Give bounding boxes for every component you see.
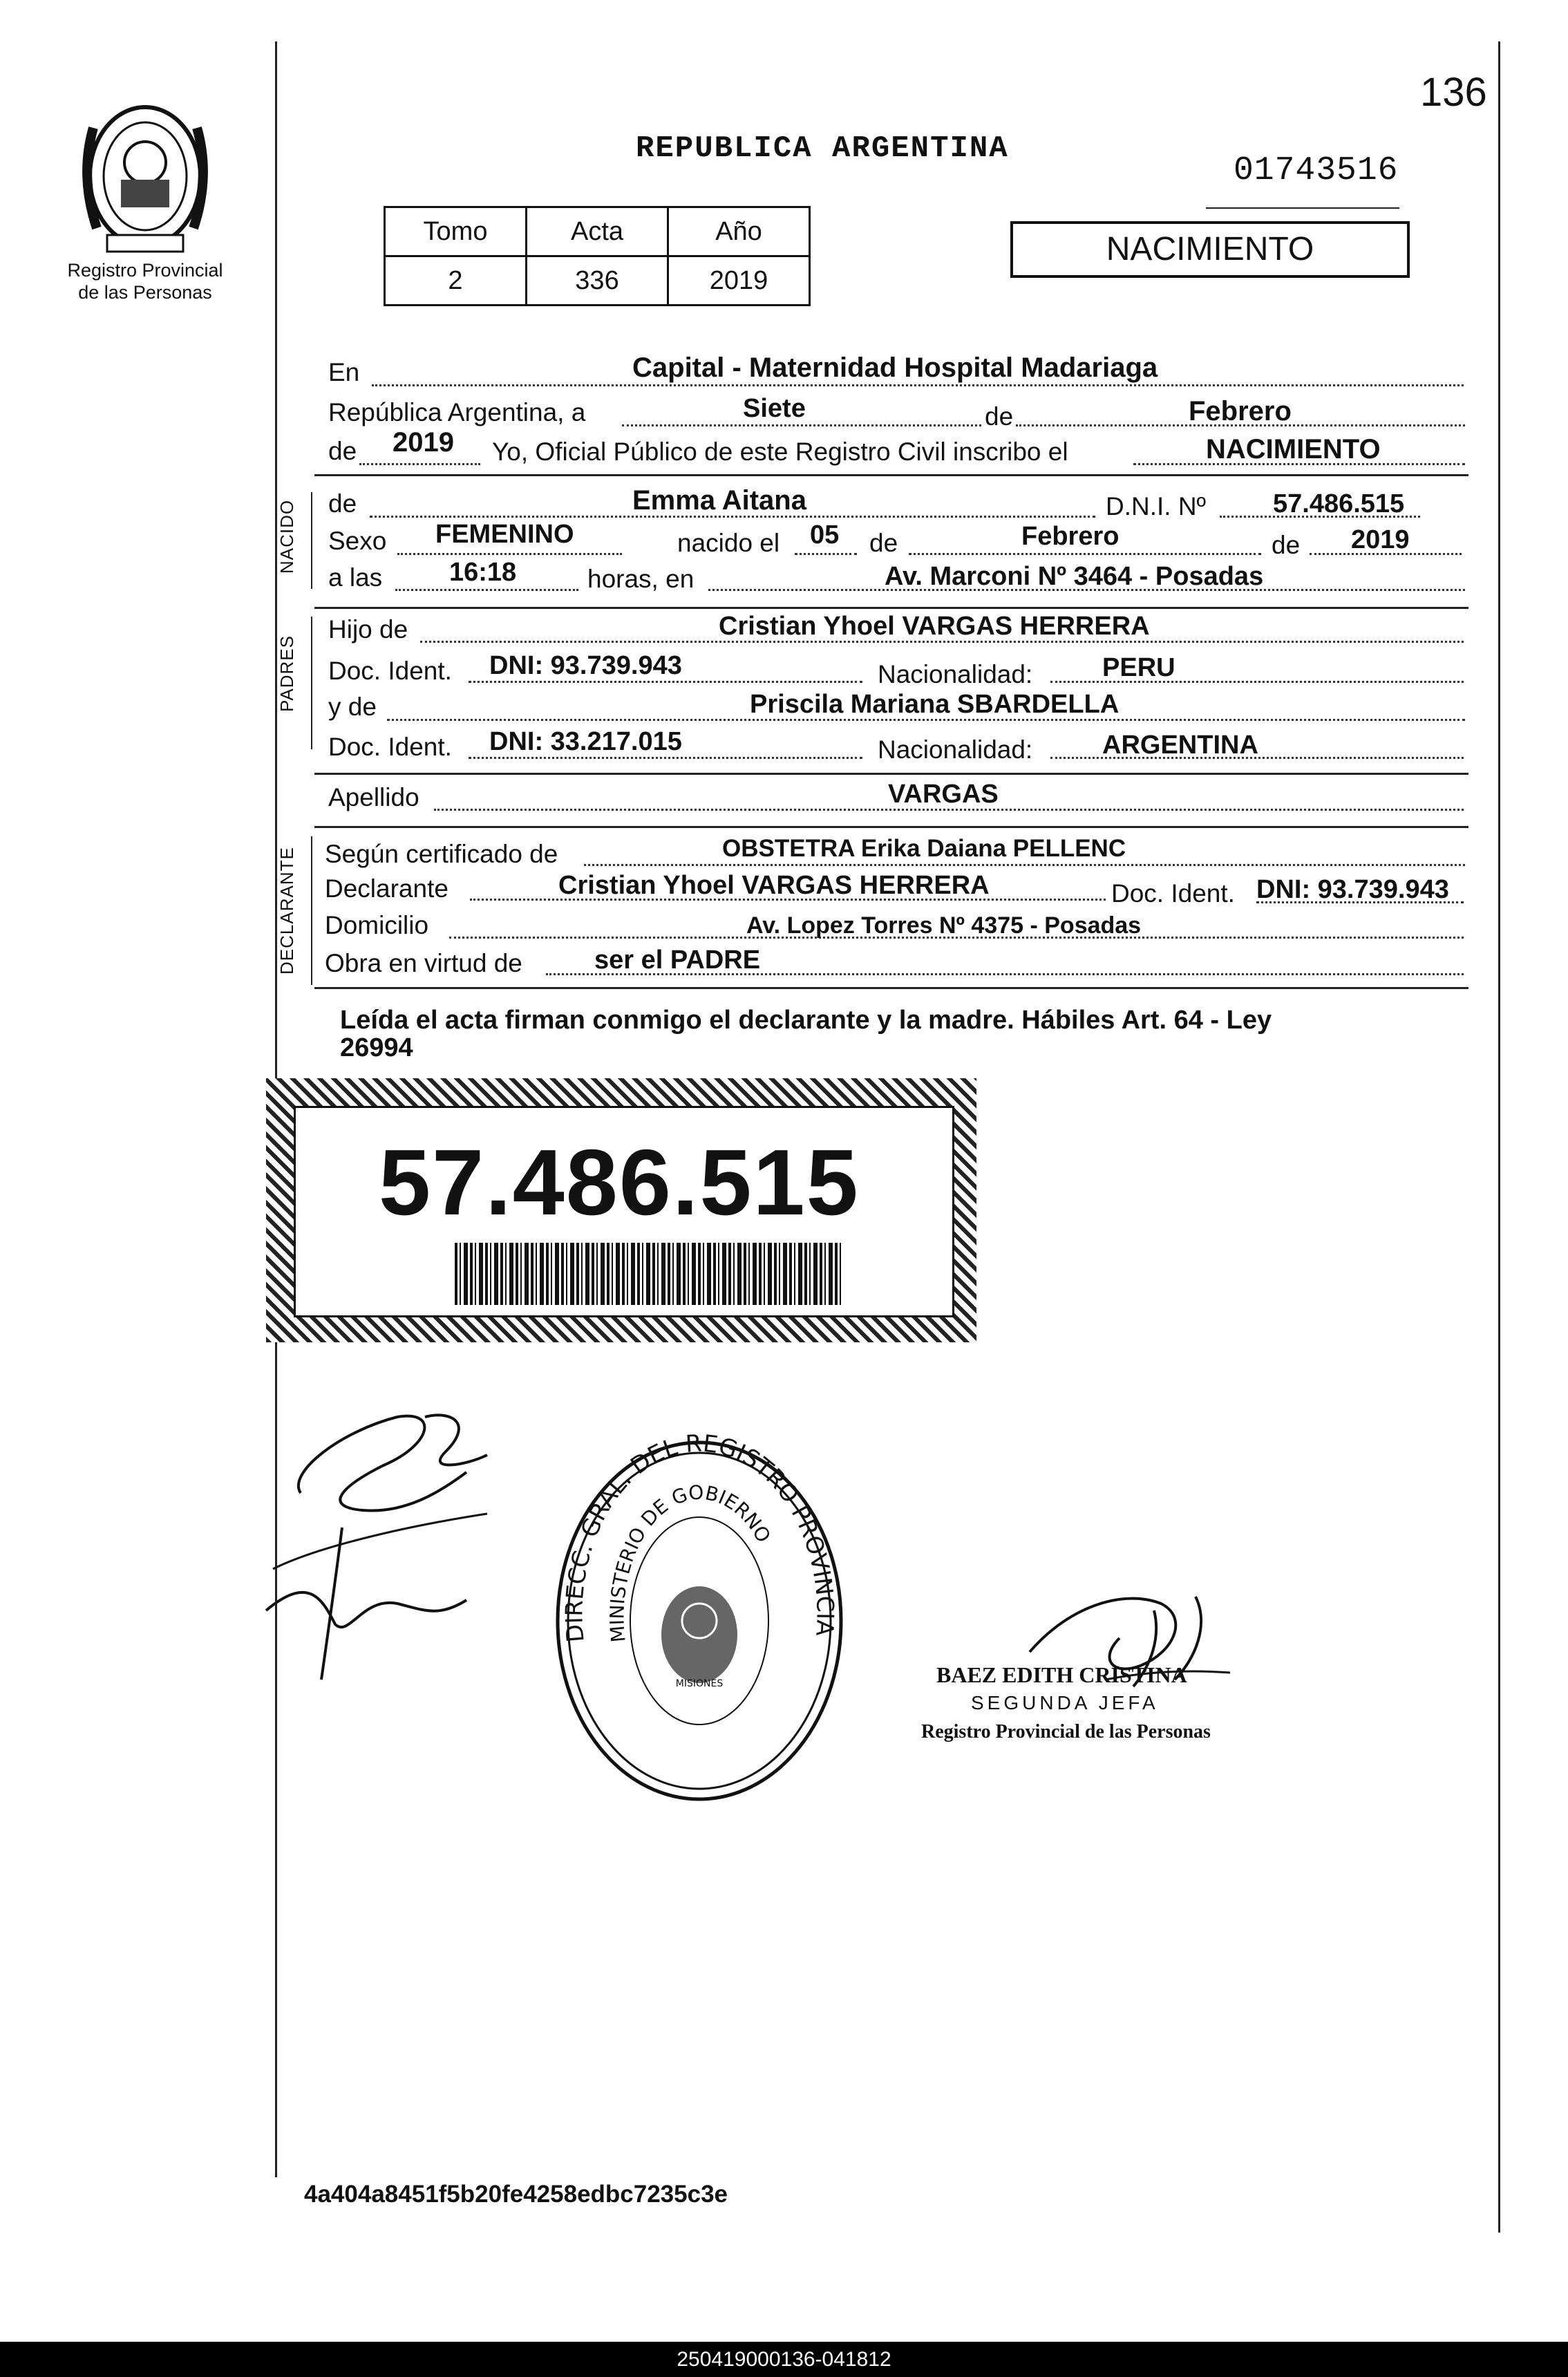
section-divider	[314, 826, 1468, 828]
page-title: REPUBLICA ARGENTINA	[636, 131, 1009, 166]
declarant-signature	[259, 1389, 522, 1687]
de-label-2: de	[328, 437, 357, 465]
child-name: Emma Aitana	[632, 485, 806, 516]
month-value: Febrero	[1189, 396, 1292, 426]
sexo-label: Sexo	[328, 527, 387, 555]
father-nat-label: Nacionalidad:	[878, 660, 1033, 688]
domicilio-label: Domicilio	[325, 911, 429, 939]
signer-name: BAEZ EDITH CRISTINA	[936, 1662, 1187, 1687]
declarante-name: Cristian Yhoel VARGAS HERRERA	[558, 871, 990, 900]
declarante-label: Declarante	[325, 874, 448, 903]
barcode	[455, 1243, 842, 1305]
dni-stamp-inner	[294, 1106, 954, 1317]
dotted-leader	[397, 553, 622, 555]
signer-office: Registro Provincial de las Personas	[921, 1721, 1211, 1742]
footer-band	[0, 2342, 1568, 2377]
dotted-leader	[359, 463, 480, 465]
dotted-leader	[909, 553, 1261, 555]
father-doc-label: Doc. Ident.	[328, 657, 452, 685]
closing-line-2: 26994	[340, 1033, 413, 1062]
dotted-leader	[1256, 901, 1464, 903]
father-doc: DNI: 93.739.943	[489, 651, 682, 680]
dotted-leader	[622, 424, 981, 426]
hijo-label: Hijo de	[328, 615, 408, 643]
doc-type: NACIMIENTO	[1106, 231, 1314, 267]
cert-value: OBSTETRA Erika Daiana PELLENC	[722, 835, 1126, 862]
place-value: Capital - Maternidad Hospital Madariaga	[632, 353, 1158, 383]
stamp-center-text: MISIONES	[675, 1678, 724, 1689]
acta-value: 336	[527, 256, 668, 306]
padres-section-label: PADRES	[276, 635, 297, 712]
declarante-section-label: DECLARANTE	[276, 847, 297, 975]
dni-stamp-number: 57.486.515	[379, 1130, 860, 1234]
de-label: de	[985, 402, 1014, 431]
apellido-label: Apellido	[328, 783, 419, 811]
dotted-leader	[469, 681, 862, 683]
padres-bracket	[311, 617, 312, 749]
signer-role: SEGUNDA JEFA	[971, 1692, 1159, 1713]
declarante-bracket	[311, 836, 312, 985]
province-seal	[73, 100, 218, 259]
father-nat: PERU	[1102, 653, 1175, 682]
anio-header: Año	[668, 207, 810, 256]
dni-stamp	[266, 1078, 976, 1342]
nacido-section-label: NACIDO	[276, 499, 297, 574]
official-stamp	[549, 1434, 850, 1807]
official-text: Yo, Oficial Público de este Registro Civil inscribo el	[492, 438, 1068, 466]
nacido-bracket	[311, 492, 312, 589]
obra-label: Obra en virtud de	[325, 949, 522, 977]
document-hash: 4a404a8451f5b20fe4258edbc7235c3e	[304, 2181, 728, 2208]
child-dni: 57.486.515	[1273, 489, 1405, 518]
mother-nat-label: Nacionalidad:	[878, 735, 1033, 764]
year-value: 2019	[393, 427, 454, 458]
acta-header: Acta	[527, 207, 668, 256]
tomo-value: 2	[385, 256, 527, 306]
declarante-doc-label: Doc. Ident.	[1111, 879, 1235, 908]
declarante-doc: DNI: 93.739.943	[1256, 875, 1449, 904]
serial-number: 01743516	[1234, 152, 1399, 189]
seal-caption	[41, 259, 249, 303]
section-divider	[314, 987, 1468, 989]
footer-code: 250419000136-041812	[677, 2348, 891, 2371]
father-name: Cristian Yhoel VARGAS HERRERA	[719, 612, 1150, 641]
alas-label: a las	[328, 563, 383, 592]
nacido-el-label: nacido el	[677, 529, 780, 557]
mother-doc-label: Doc. Ident.	[328, 733, 452, 761]
tomo-header: Tomo	[385, 207, 527, 256]
stamp-inner-text: MINISTERIO DE GOBIERNO	[605, 1481, 775, 1644]
section-divider	[314, 607, 1468, 609]
en-label: En	[328, 358, 360, 386]
cert-label: Según certificado de	[325, 840, 558, 868]
nacido-de-label: de	[328, 489, 357, 518]
dotted-leader	[372, 384, 1464, 386]
dotted-leader	[395, 589, 578, 591]
apellido-value: VARGAS	[888, 780, 999, 809]
stamp-outer-text: DIRECC. GRAL. DEL REGISTRO PROVINCIA	[560, 1434, 839, 1644]
yde-label: y de	[328, 693, 377, 721]
domicilio-value: Av. Lopez Torres Nº 4375 - Posadas	[746, 912, 1142, 939]
seal-caption-line2: de las Personas	[78, 282, 212, 303]
mother-nat: ARGENTINA	[1102, 731, 1258, 760]
birth-month: Febrero	[1021, 522, 1120, 551]
obra-value: ser el PADRE	[594, 946, 761, 975]
birth-de-label: de	[869, 529, 898, 557]
doc-type-box	[1010, 221, 1410, 278]
serial-underline	[1206, 207, 1399, 209]
dotted-leader	[584, 864, 1465, 866]
seal-caption-line1: Registro Provincial	[67, 260, 223, 281]
horas-label: horas, en	[587, 565, 695, 593]
dni-label: D.N.I. Nº	[1106, 492, 1207, 520]
section-divider	[314, 773, 1468, 775]
section-divider	[314, 474, 1468, 476]
mother-name: Priscila Mariana SBARDELLA	[750, 690, 1120, 719]
birth-year: 2019	[1351, 525, 1410, 554]
republic-label: República Argentina, a	[328, 398, 586, 426]
act-value: NACIMIENTO	[1206, 434, 1381, 464]
sexo-value: FEMENINO	[435, 520, 574, 549]
dotted-leader	[469, 757, 862, 759]
right-margin-line	[1498, 41, 1500, 2233]
birth-address: Av. Marconi Nº 3464 - Posadas	[885, 562, 1264, 591]
anio-value: 2019	[668, 256, 810, 306]
birth-de-label-2: de	[1272, 531, 1301, 559]
day-value: Siete	[743, 394, 806, 423]
mother-doc: DNI: 33.217.015	[489, 727, 682, 756]
page-number: 136	[1420, 70, 1487, 115]
birth-time: 16:18	[449, 558, 517, 587]
birth-day: 05	[810, 520, 840, 549]
dotted-leader	[795, 553, 857, 555]
tomo-acta-table	[384, 206, 811, 306]
closing-line-1: Leída el acta firman conmigo el declarante y la madre. Hábiles Art. 64 - Ley	[340, 1006, 1272, 1035]
